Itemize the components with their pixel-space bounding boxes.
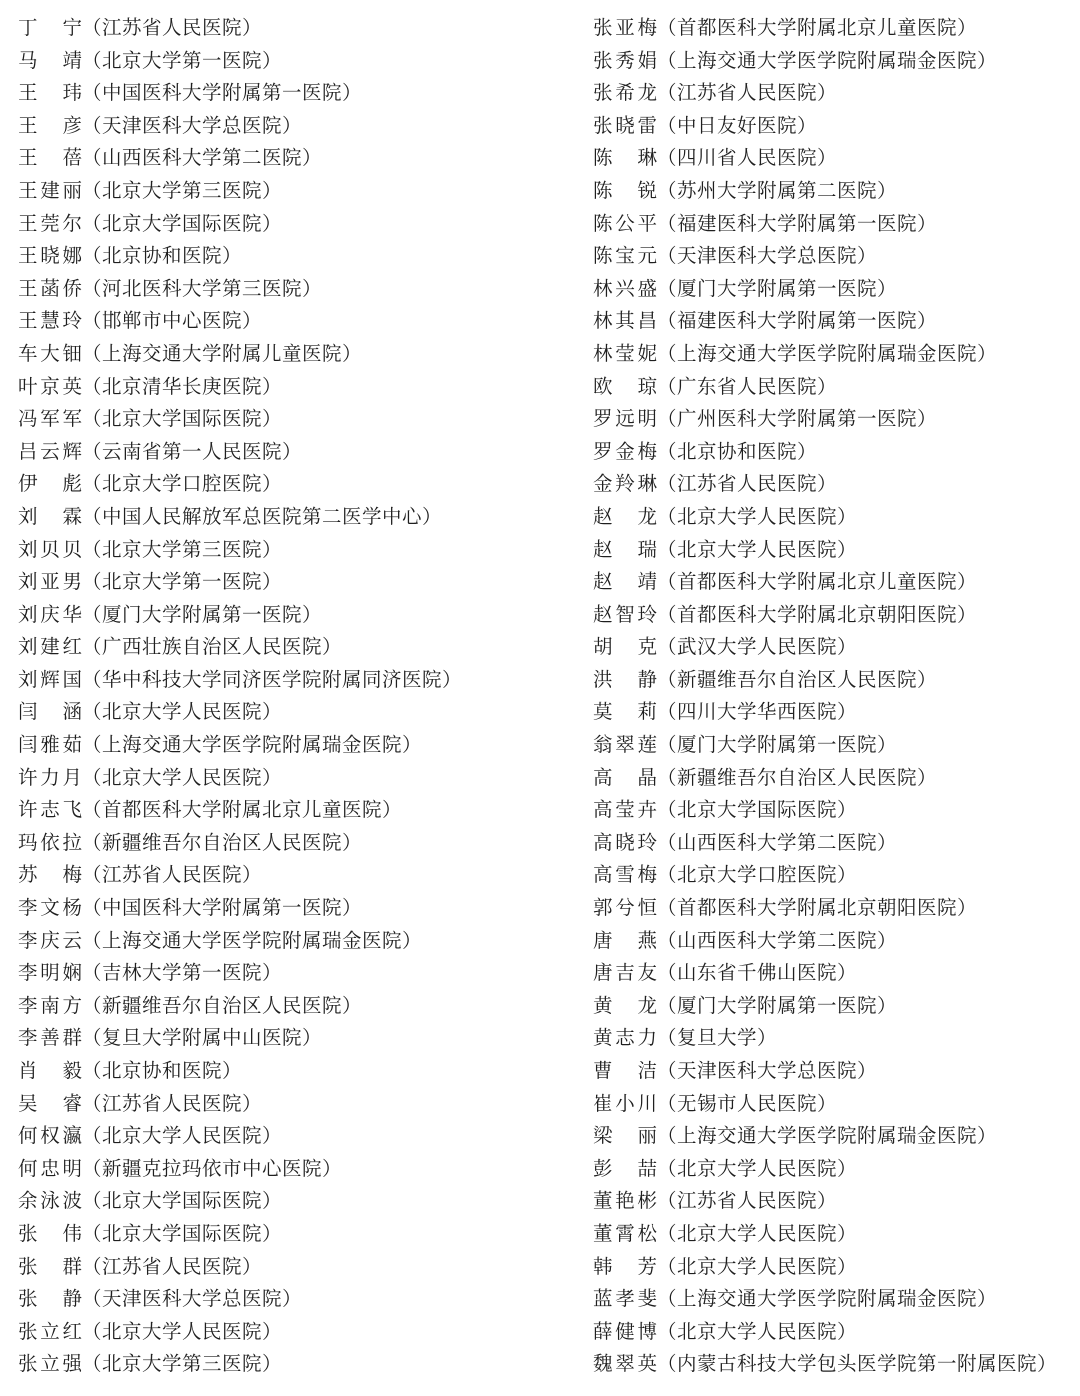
institution-name: （首都医科大学附属北京朝阳医院） <box>657 602 978 626</box>
person-name: 高晓玲 <box>593 830 657 854</box>
institution-name: （北京大学人民医院） <box>657 1221 858 1245</box>
list-item <box>593 175 1073 208</box>
person-name: 赵靖 <box>593 570 657 594</box>
institution-name: （北京大学第一医院） <box>82 570 283 594</box>
person-name: 薛健博 <box>593 1319 657 1343</box>
list-item <box>593 436 1073 469</box>
institution-name: （厦门大学附属第一医院） <box>657 276 898 300</box>
institution-name: （四川大学华西医院） <box>657 700 858 724</box>
institution-name: （上海交通大学医学院附属瑞金医院） <box>82 928 423 952</box>
list-item <box>18 827 578 860</box>
institution-name: （首都医科大学附属北京儿童医院） <box>657 16 978 39</box>
person-name: 张群 <box>18 1254 82 1278</box>
institution-name: （北京大学人民医院） <box>657 504 858 528</box>
list-item <box>593 599 1073 632</box>
list-item <box>18 1120 578 1153</box>
list-item <box>18 925 578 958</box>
institution-name: （北京大学国际医院） <box>82 1189 283 1213</box>
institution-name: （江苏省人民医院） <box>82 863 263 887</box>
list-item <box>18 175 578 208</box>
institution-name: （华中科技大学同济医学院附属同济医院） <box>82 667 463 691</box>
list-item <box>593 827 1073 860</box>
list-item <box>18 957 578 990</box>
person-name: 陈琳 <box>593 146 657 170</box>
institution-name: （中国人民解放军总医院第二医学中心） <box>82 504 443 528</box>
list-item <box>593 696 1073 729</box>
person-name: 王慧玲 <box>18 309 82 333</box>
list-item <box>593 859 1073 892</box>
list-item <box>593 403 1073 436</box>
institution-name: （新疆维吾尔自治区人民医院） <box>82 830 363 854</box>
institution-name: （北京大学人民医院） <box>657 1254 858 1278</box>
person-name: 张亚梅 <box>593 16 657 39</box>
list-item <box>593 892 1073 925</box>
person-name: 闫雅茹 <box>18 733 82 757</box>
right-name-column <box>593 12 1073 1381</box>
list-item <box>593 957 1073 990</box>
institution-name: （复旦大学附属中山医院） <box>82 1026 323 1050</box>
list-item <box>593 664 1073 697</box>
person-name: 肖毅 <box>18 1059 82 1082</box>
institution-name: （福建医科大学附属第一医院） <box>657 211 938 235</box>
person-name: 金羚琳 <box>593 472 657 496</box>
institution-name: （新疆克拉玛依市中心医院） <box>82 1156 343 1180</box>
person-name: 何忠明 <box>18 1156 82 1180</box>
list-item <box>18 12 578 45</box>
institution-name: （厦门大学附属第一医院） <box>82 602 323 626</box>
institution-name: （上海交通大学医学院附属瑞金医院） <box>657 341 998 365</box>
institution-name: （武汉大学人民医院） <box>657 635 858 659</box>
person-name: 翁翠莲 <box>593 733 657 757</box>
list-item <box>18 566 578 599</box>
person-name: 马靖 <box>18 48 82 72</box>
list-item <box>593 1022 1073 1055</box>
person-name: 刘建红 <box>18 635 82 659</box>
institution-name: （江苏省人民医院） <box>657 81 838 105</box>
institution-name: （上海交通大学附属儿童医院） <box>82 341 363 365</box>
list-item <box>593 1283 1073 1316</box>
list-item <box>18 859 578 892</box>
person-name: 黄志力 <box>593 1026 657 1050</box>
list-item <box>593 1348 1073 1381</box>
list-item <box>593 1055 1073 1088</box>
person-name: 许志飞 <box>18 798 82 822</box>
list-item <box>593 240 1073 273</box>
institution-name: （首都医科大学附属北京儿童医院） <box>657 570 978 594</box>
person-name: 苏梅 <box>18 863 82 887</box>
list-item <box>593 1316 1073 1349</box>
institution-name: （厦门大学附属第一医院） <box>657 993 898 1017</box>
person-name: 曹洁 <box>593 1059 657 1082</box>
list-item <box>593 371 1073 404</box>
person-name: 董霄松 <box>593 1221 657 1245</box>
list-item <box>593 729 1073 762</box>
institution-name: （北京大学国际医院） <box>657 798 858 822</box>
person-name: 王晓娜 <box>18 244 82 268</box>
person-name: 刘辉国 <box>18 667 82 691</box>
person-name: 王菡侨 <box>18 276 82 300</box>
person-name: 赵瑞 <box>593 537 657 561</box>
institution-name: （厦门大学附属第一医院） <box>657 733 898 757</box>
list-item <box>593 925 1073 958</box>
list-item <box>593 534 1073 567</box>
institution-name: （山西医科大学第二医院） <box>657 928 898 952</box>
person-name: 王蓓 <box>18 146 82 170</box>
person-name: 梁丽 <box>593 1124 657 1148</box>
person-name: 李明娴 <box>18 961 82 985</box>
institution-name: （北京大学第三医院） <box>82 178 283 202</box>
person-name: 高晶 <box>593 765 657 789</box>
list-item <box>593 305 1073 338</box>
institution-name: （上海交通大学医学院附属瑞金医院） <box>657 48 998 72</box>
list-item <box>18 45 578 78</box>
institution-name: （广东省人民医院） <box>657 374 838 398</box>
list-item <box>593 338 1073 371</box>
person-name: 何权瀛 <box>18 1124 82 1148</box>
person-name: 王彦 <box>18 113 82 137</box>
list-item <box>18 599 578 632</box>
person-name: 余泳波 <box>18 1189 82 1213</box>
list-item <box>18 762 578 795</box>
person-name: 陈宝元 <box>593 244 657 268</box>
list-item <box>18 1022 578 1055</box>
institution-name: （云南省第一人民医院） <box>82 439 303 463</box>
person-name: 莫莉 <box>593 700 657 724</box>
institution-name: （江苏省人民医院） <box>82 1254 263 1278</box>
institution-name: （无锡市人民医院） <box>657 1091 838 1115</box>
list-item <box>593 1218 1073 1251</box>
list-item <box>18 631 578 664</box>
person-name: 张晓雷 <box>593 113 657 137</box>
person-name: 洪静 <box>593 667 657 691</box>
list-item <box>18 240 578 273</box>
institution-name: （内蒙古科技大学包头医学院第一附属医院） <box>657 1352 1058 1376</box>
list-item <box>18 1348 578 1381</box>
institution-name: （山西医科大学第二医院） <box>82 146 323 170</box>
person-name: 唐燕 <box>593 928 657 952</box>
list-item <box>18 1055 578 1088</box>
list-item <box>593 566 1073 599</box>
institution-name: （邯郸市中心医院） <box>82 309 263 333</box>
person-name: 唐吉友 <box>593 961 657 985</box>
list-item <box>18 1316 578 1349</box>
institution-name: （北京大学第一医院） <box>82 48 283 72</box>
institution-name: （北京大学国际医院） <box>82 1221 283 1245</box>
list-item <box>18 1218 578 1251</box>
person-name: 蓝孝斐 <box>593 1287 657 1311</box>
list-item <box>18 696 578 729</box>
list-item <box>18 77 578 110</box>
institution-name: （中国医科大学附属第一医院） <box>82 81 363 105</box>
institution-name: （北京大学口腔医院） <box>82 472 283 496</box>
list-item <box>593 1120 1073 1153</box>
list-item <box>18 1153 578 1186</box>
institution-name: （江苏省人民医院） <box>82 1091 263 1115</box>
list-item <box>593 1251 1073 1284</box>
institution-name: （江苏省人民医院） <box>657 1189 838 1213</box>
list-item <box>593 1153 1073 1186</box>
person-name: 刘霖 <box>18 504 82 528</box>
institution-name: （中日友好医院） <box>657 113 818 137</box>
list-item <box>18 794 578 827</box>
person-name: 胡克 <box>593 635 657 659</box>
institution-name: （江苏省人民医院） <box>657 472 838 496</box>
list-item <box>18 468 578 501</box>
person-name: 车大钿 <box>18 341 82 365</box>
person-name: 闫涵 <box>18 700 82 724</box>
person-name: 陈锐 <box>593 178 657 202</box>
person-name: 张伟 <box>18 1221 82 1245</box>
person-name: 王玮 <box>18 81 82 105</box>
person-name: 高莹卉 <box>593 798 657 822</box>
list-item <box>18 371 578 404</box>
list-item <box>18 990 578 1023</box>
person-name: 赵龙 <box>593 504 657 528</box>
institution-name: （广州医科大学附属第一医院） <box>657 407 938 431</box>
institution-name: （北京大学人民医院） <box>657 1156 858 1180</box>
institution-name: （河北医科大学第三医院） <box>82 276 323 300</box>
list-item <box>593 468 1073 501</box>
person-name: 彭喆 <box>593 1156 657 1180</box>
person-name: 张希龙 <box>593 81 657 105</box>
institution-name: （北京大学人民医院） <box>657 537 858 561</box>
list-item <box>593 142 1073 175</box>
person-name: 魏翠英 <box>593 1352 657 1376</box>
list-item <box>18 305 578 338</box>
list-item <box>18 403 578 436</box>
institution-name: （四川省人民医院） <box>657 146 838 170</box>
institution-name: （天津医科大学总医院） <box>82 113 303 137</box>
person-name: 欧琼 <box>593 374 657 398</box>
person-name: 李南方 <box>18 993 82 1017</box>
list-item <box>593 273 1073 306</box>
person-name: 张立强 <box>18 1352 82 1376</box>
person-name: 伊彪 <box>18 472 82 496</box>
left-name-column <box>18 12 578 1381</box>
person-name: 叶京英 <box>18 374 82 398</box>
person-name: 刘亚男 <box>18 570 82 594</box>
list-item <box>18 273 578 306</box>
institution-name: （北京大学国际医院） <box>82 407 283 431</box>
institution-name: （上海交通大学医学院附属瑞金医院） <box>657 1124 998 1148</box>
list-item <box>593 762 1073 795</box>
person-name: 韩芳 <box>593 1254 657 1278</box>
institution-name: （新疆维吾尔自治区人民医院） <box>82 993 363 1017</box>
institution-name: （吉林大学第一医院） <box>82 961 283 985</box>
person-name: 王建丽 <box>18 178 82 202</box>
list-item <box>593 501 1073 534</box>
list-item <box>18 142 578 175</box>
list-item <box>593 1185 1073 1218</box>
person-name: 吕云辉 <box>18 439 82 463</box>
list-item <box>18 1185 578 1218</box>
person-name: 董艳彬 <box>593 1189 657 1213</box>
institution-name: （北京大学第三医院） <box>82 537 283 561</box>
person-name: 张静 <box>18 1287 82 1311</box>
list-item <box>18 110 578 143</box>
institution-name: （上海交通大学医学院附属瑞金医院） <box>82 733 423 757</box>
institution-name: （复旦大学） <box>657 1026 778 1050</box>
person-name: 郭兮恒 <box>593 896 657 920</box>
list-item <box>18 436 578 469</box>
list-item <box>593 110 1073 143</box>
institution-name: （首都医科大学附属北京朝阳医院） <box>657 896 978 920</box>
person-name: 李善群 <box>18 1026 82 1050</box>
institution-name: （北京大学人民医院） <box>82 1124 283 1148</box>
institution-name: （广西壮族自治区人民医院） <box>82 635 343 659</box>
institution-name: （福建医科大学附属第一医院） <box>657 309 938 333</box>
list-item <box>593 794 1073 827</box>
institution-name: （北京清华长庚医院） <box>82 374 283 398</box>
person-name: 王莞尔 <box>18 211 82 235</box>
institution-name: （北京协和医院） <box>657 439 818 463</box>
institution-name: （苏州大学附属第二医院） <box>657 178 898 202</box>
person-name: 刘庆华 <box>18 602 82 626</box>
institution-name: （北京大学人民医院） <box>82 700 283 724</box>
person-name: 丁宁 <box>18 16 82 39</box>
list-item <box>593 77 1073 110</box>
list-item <box>593 208 1073 241</box>
list-item <box>18 338 578 371</box>
institution-name: （北京大学口腔医院） <box>657 863 858 887</box>
person-name: 林兴盛 <box>593 276 657 300</box>
institution-name: （北京协和医院） <box>82 1059 243 1082</box>
person-name: 林其昌 <box>593 309 657 333</box>
list-item <box>18 1251 578 1284</box>
list-item <box>18 501 578 534</box>
institution-name: （江苏省人民医院） <box>82 16 263 39</box>
institution-name: （新疆维吾尔自治区人民医院） <box>657 765 938 789</box>
person-name: 罗金梅 <box>593 439 657 463</box>
list-item <box>18 729 578 762</box>
person-name: 冯军军 <box>18 407 82 431</box>
list-item <box>18 664 578 697</box>
list-item <box>18 1088 578 1121</box>
institution-name: （天津医科大学总医院） <box>657 1059 878 1082</box>
person-name: 张秀娟 <box>593 48 657 72</box>
list-item <box>18 208 578 241</box>
institution-name: （新疆维吾尔自治区人民医院） <box>657 667 938 691</box>
list-item <box>18 534 578 567</box>
person-name: 黄龙 <box>593 993 657 1017</box>
institution-name: （北京大学第三医院） <box>82 1352 283 1376</box>
person-name: 崔小川 <box>593 1091 657 1115</box>
institution-name: （北京大学国际医院） <box>82 211 283 235</box>
person-name: 罗远明 <box>593 407 657 431</box>
list-item <box>593 12 1073 45</box>
list-item <box>593 631 1073 664</box>
person-name: 许力月 <box>18 765 82 789</box>
person-name: 李庆云 <box>18 928 82 952</box>
institution-name: （北京大学人民医院） <box>82 1319 283 1343</box>
list-item <box>18 1283 578 1316</box>
institution-name: （首都医科大学附属北京儿童医院） <box>82 798 403 822</box>
person-name: 刘贝贝 <box>18 537 82 561</box>
list-item <box>593 1088 1073 1121</box>
person-name: 李文杨 <box>18 896 82 920</box>
institution-name: （山西医科大学第二医院） <box>657 830 898 854</box>
list-item <box>593 45 1073 78</box>
list-item <box>593 990 1073 1023</box>
list-item <box>18 892 578 925</box>
institution-name: （北京协和医院） <box>82 244 243 268</box>
person-name: 陈公平 <box>593 211 657 235</box>
person-name: 张立红 <box>18 1319 82 1343</box>
institution-name: （山东省千佛山医院） <box>657 961 858 985</box>
institution-name: （北京大学人民医院） <box>657 1319 858 1343</box>
institution-name: （上海交通大学医学院附属瑞金医院） <box>657 1287 998 1311</box>
person-name: 吴睿 <box>18 1091 82 1115</box>
institution-name: （天津医科大学总医院） <box>82 1287 303 1311</box>
institution-name: （中国医科大学附属第一医院） <box>82 896 363 920</box>
person-name: 高雪梅 <box>593 863 657 887</box>
institution-name: （天津医科大学总医院） <box>657 244 878 268</box>
institution-name: （北京大学人民医院） <box>82 765 283 789</box>
person-name: 赵智玲 <box>593 602 657 626</box>
person-name: 林莹妮 <box>593 341 657 365</box>
person-name: 玛依拉 <box>18 830 82 854</box>
